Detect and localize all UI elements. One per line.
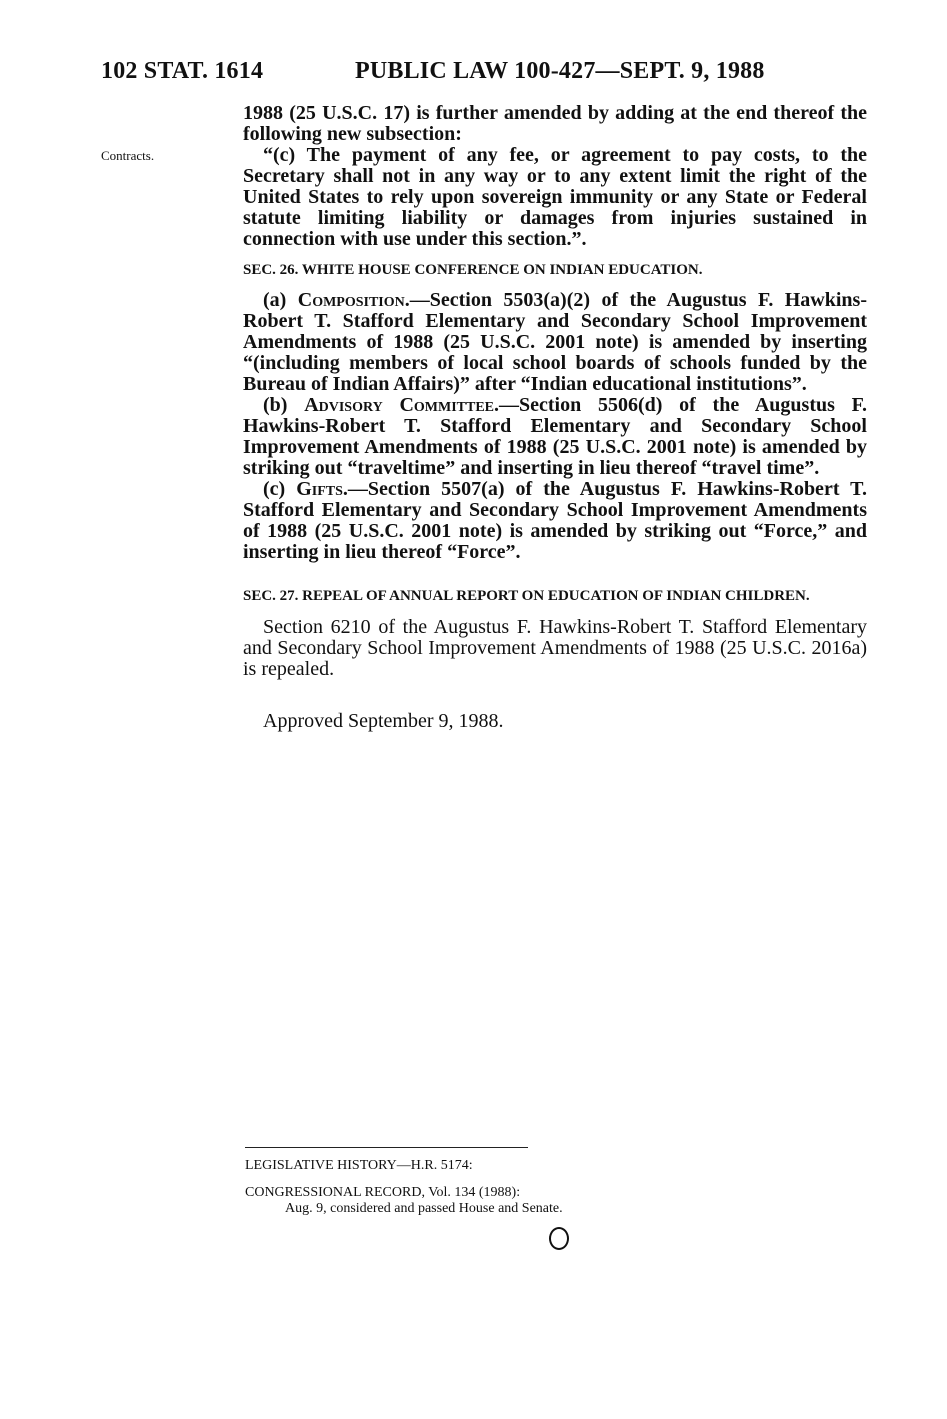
margin-note: Contracts. [101, 148, 155, 163]
section-27 [243, 586, 867, 680]
section-26-a [243, 290, 867, 395]
end-circle-mark [549, 1227, 569, 1250]
para-b-text: .—Section 5506(d) of the Augustus F. Hawkins-Robert T. Stafford Elementary and Secondary School Improvement Amendments of 1988 (25 U.S.C. 2001 note) is amended by striking out “traveltime” and inserting in lieu thereof “travel time”. [243, 394, 868, 479]
section-26-b [243, 395, 867, 479]
section-27-text: Section 6210 of the Augustus F. Hawkins-Robert T. Stafford Elementary and Secondary School Improvement Amendments of 1988 (25 U.S.C. 2016a) is repealed. [243, 616, 867, 680]
intro-paragraph: 1988 (25 U.S.C. 17) is further amended by adding at the end thereof the following new subsection: [243, 102, 867, 145]
para-c-label: (c) [263, 478, 297, 500]
intro-block [243, 103, 867, 250]
para-a-label: (a) [263, 289, 298, 311]
para-c-caption: Gifts [296, 478, 343, 500]
para-b-caption: Advisory Committee [304, 394, 495, 416]
congressional-record: CONGRESSIONAL RECORD, Vol. 134 (1988): [245, 1185, 521, 1200]
section-26-heading: SEC. 26. WHITE HOUSE CONFERENCE ON INDIAN EDUCATION. [243, 262, 703, 278]
para-a-caption: Composition [297, 289, 405, 311]
stat-page-number: 102 STAT. 1614 [101, 58, 264, 84]
running-header: PUBLIC LAW 100-427—SEPT. 9, 1988 [355, 58, 765, 84]
legislative-history: LEGISLATIVE HISTORY—H.R. 5174: [245, 1158, 473, 1173]
approval-date: Approved September 9, 1988. [263, 710, 504, 732]
section-26-c [243, 479, 867, 563]
section-27-heading: SEC. 27. REPEAL OF ANNUAL REPORT ON EDUCATION OF INDIAN CHILDREN. [243, 588, 810, 604]
subsection-c-text: “(c) The payment of any fee, or agreement to pay costs, to the Secretary shall not in any way or to any extent limit the right of the United States to rely upon sovereign immunity or any State or Federal statute limiting liability or damages from injuries sustained in connection with use under this section.”. [243, 144, 867, 250]
para-b-label: (b) [263, 394, 305, 416]
para-c-text: .—Section 5507(a) of the Augustus F. Hawkins-Robert T. Stafford Elementary and Secondary School Improvement Amendments of 1988 (25 U.S.C. 2001 note) is amended by striking out “Force,” and inserting in lieu thereof “Force”. [243, 478, 867, 563]
section-26 [243, 260, 867, 563]
divider-rule [245, 1147, 528, 1148]
congressional-action: Aug. 9, considered and passed House and Senate. [285, 1201, 563, 1216]
para-a-text: .—Section 5503(a)(2) of the Augustus F. Hawkins-Robert T. Stafford Elementary and Secondary School Improvement Amendments of 1988 (25 U.S.C. 2001 note) is amended by inserting “(including members of local school boards of schools funded by the Bureau of Indian Affairs)” after “Indian educational institutions”. [243, 289, 867, 395]
